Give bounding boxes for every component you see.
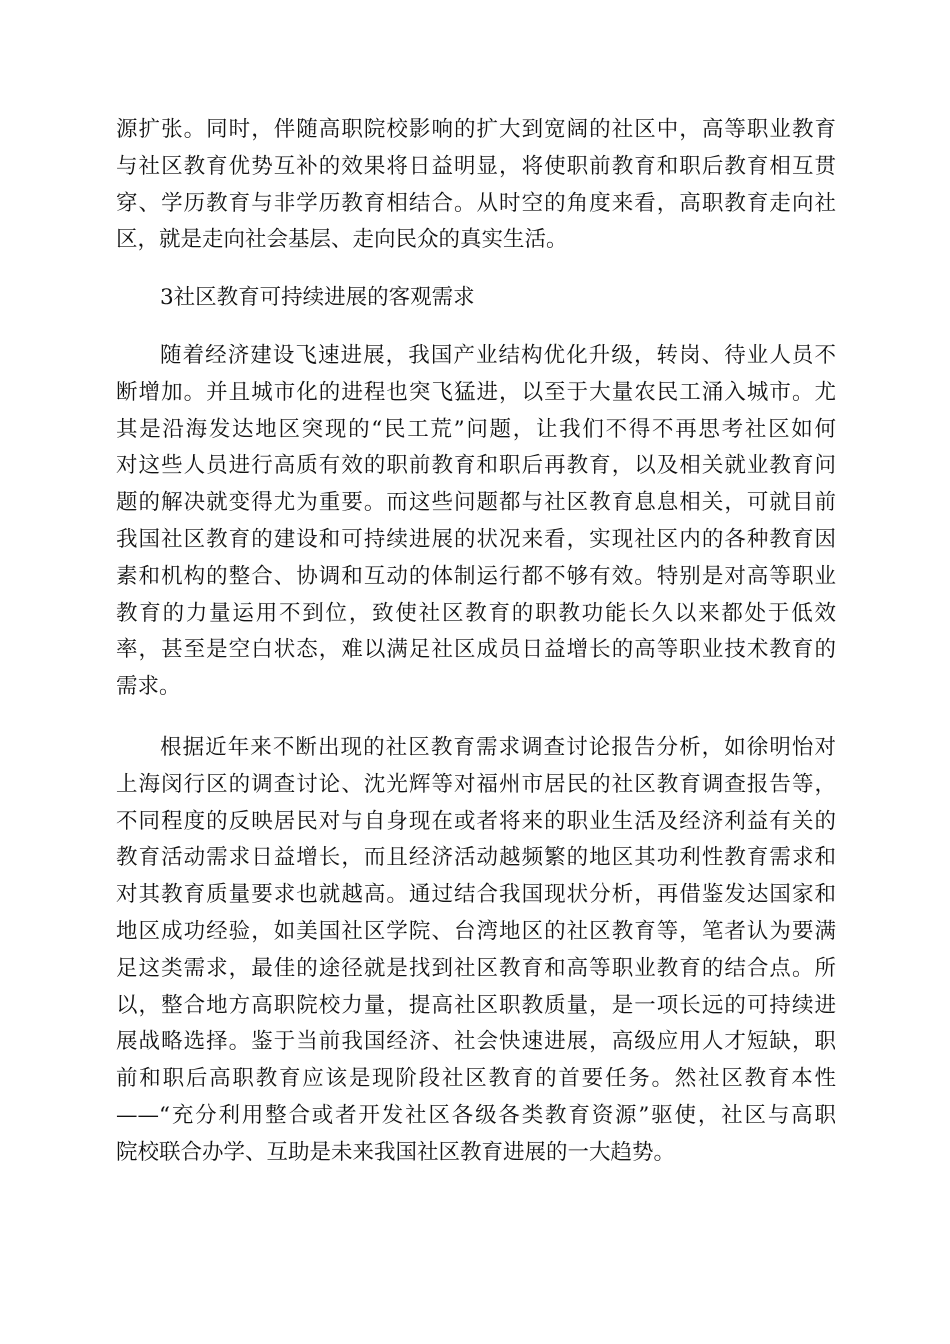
paragraph-line: 我国社区教育的建设和可持续进展的状况来看，实现社区内的各种教育因 [116,526,836,552]
paragraph-line: 教育的力量运用不到位，致使社区教育的职教功能长久以来都处于低效 [116,600,836,626]
paragraph-3 [116,730,836,1172]
paragraph-line: 随着经济建设飞速进展，我国产业结构优化升级，转岗、待业人员不 [160,343,836,368]
paragraph-line: 素和机构的整合、协调和互动的体制运行都不够有效。特别是对高等职业 [116,563,836,589]
paragraph-line: 源扩张。同时，伴随高职院校影响的扩大到宽阔的社区中，高等职业教育 [116,117,836,142]
paragraph-line: ——“充分利用整合或者开发社区各级各类教育资源”驱使，社区与高职 [116,1102,836,1128]
paragraph-line: 以，整合地方高职院校力量，提高社区职教质量，是一项长远的可持续进 [116,992,836,1018]
paragraph-line: 断增加。并且城市化的进程也突飞猛进，以至于大量农民工涌入城市。尤 [116,379,836,405]
paragraph-line: 上海闵行区的调查讨论、沈光辉等对福州市居民的社区教育调查报告等， [116,771,836,797]
paragraph-line: 不同程度的反映居民对与自身现在或者将来的职业生活及经济利益有关的 [116,808,836,834]
paragraph-line: 率，甚至是空白状态，难以满足社区成员日益增长的高等职业技术教育的 [116,637,836,663]
paragraph-line: 题的解决就变得尤为重要。而这些问题都与社区教育息息相关，可就目前 [116,490,836,516]
paragraph-line: 展战略选择。鉴于当前我国经济、社会快速进展，高级应用人才短缺，职 [116,1029,836,1055]
paragraph-line: 其是沿海发达地区突现的“民工荒”问题，让我们不得不再思考社区如何 [116,416,836,442]
paragraph-line: 对其教育质量要求也就越高。通过结合我国现状分析，再借鉴发达国家和 [116,882,836,908]
paragraph-line: 院校联合办学、互助是未来我国社区教育进展的一大趋势。 [116,1139,676,1165]
paragraph-line: 根据近年来不断出现的社区教育需求调查讨论报告分析，如徐明怡对 [160,735,836,760]
paragraph-line: 与社区教育优势互补的效果将日益明显，将使职前教育和职后教育相互贯 [116,153,836,179]
paragraph-line: 需求。 [116,674,181,700]
paragraph-2 [116,338,836,706]
paragraph-line: 地区成功经验，如美国社区学院、台湾地区的社区教育等，笔者认为要满 [116,918,836,944]
paragraph-line: 对这些人员进行高质有效的职前教育和职后再教育，以及相关就业教育问 [116,453,836,479]
paragraph-line: 区，就是走向社会基层、走向民众的真实生活。 [116,227,568,253]
paragraph-line: 教育活动需求日益增长，而且经济活动越频繁的地区其功利性教育需求和 [116,845,836,871]
section-heading: 3社区教育可持续进展的客观需求 [160,285,475,310]
paragraph-line: 足这类需求，最佳的途径就是找到社区教育和高等职业教育的结合点。所 [116,955,836,981]
paragraph-line: 穿、学历教育与非学历教育相结合。从时空的角度来看，高职教育走向社 [116,190,836,216]
section-heading-3 [116,280,836,317]
paragraph-line: 前和职后高职教育应该是现阶段社区教育的首要任务。然社区教育本性 [116,1066,836,1092]
paragraph-1 [116,112,836,259]
